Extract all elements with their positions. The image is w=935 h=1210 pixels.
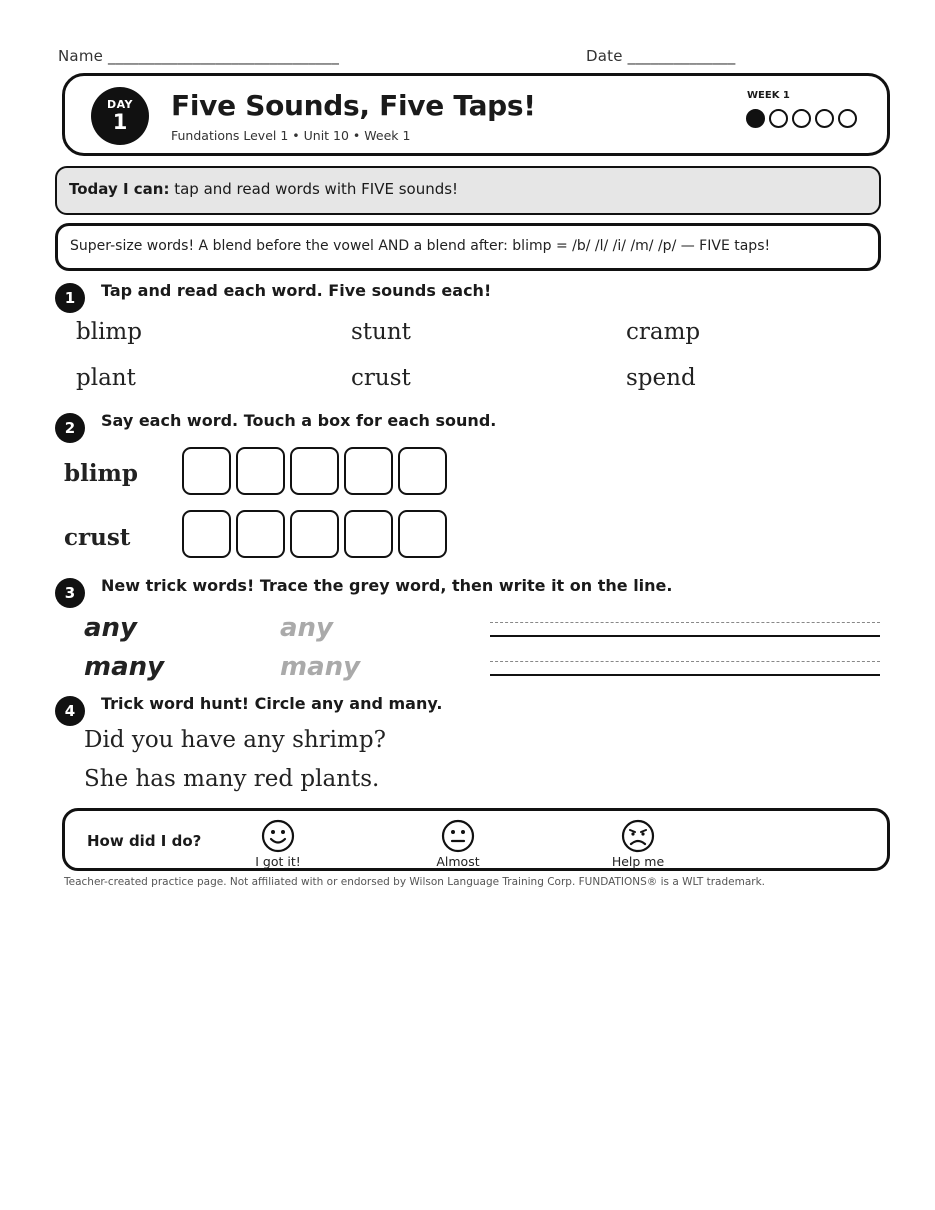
footer-note: Teacher-created practice page. Not affiliated with or endorsed by Wilson Language Training Corp. FUNDATIONS® is a WLT trademark. [64, 876, 766, 888]
week-dot [769, 109, 788, 128]
step-4-number: 4 [55, 696, 85, 726]
sound-box-row [182, 510, 447, 558]
read-word: stunt [351, 319, 411, 345]
trick-word: any [84, 613, 138, 643]
day-badge [91, 87, 149, 145]
read-word: crust [351, 365, 411, 391]
step-3-instruction: New trick words! Trace the grey word, then write it on the line. [101, 576, 673, 595]
trick-word: many [84, 652, 165, 682]
step-4-instruction: Trick word hunt! Circle any and many. [101, 694, 443, 713]
sound-box-word: crust [64, 524, 131, 551]
write-line[interactable] [490, 622, 880, 637]
week-label: WEEK 1 [747, 90, 790, 101]
self-check-label: How did I do? [87, 832, 202, 850]
goal-box [55, 166, 881, 215]
step-2-number: 2 [55, 413, 85, 443]
trace-word[interactable]: many [280, 652, 361, 682]
page-subtitle: Fundations Level 1 • Unit 10 • Week 1 [171, 128, 411, 143]
goal-prefix: Today I can: [69, 180, 170, 198]
week-dot [838, 109, 857, 128]
step-1-instruction: Tap and read each word. Five sounds each! [101, 281, 492, 300]
sound-box[interactable] [344, 510, 393, 558]
sad-face-icon[interactable] [621, 819, 655, 853]
header-box [62, 73, 890, 156]
sound-box[interactable] [182, 510, 231, 558]
self-check-option: Help me [611, 854, 665, 869]
sound-box[interactable] [236, 510, 285, 558]
hunt-sentence[interactable]: She has many red plants. [84, 766, 380, 792]
date-line[interactable]: Date ______________ [586, 47, 736, 65]
week-dot [746, 109, 765, 128]
day-label: DAY [106, 98, 134, 111]
write-line[interactable] [490, 661, 880, 676]
sound-box-word: blimp [64, 460, 138, 487]
goal-text: tap and read words with FIVE sounds! [169, 180, 459, 198]
day-number: 1 [112, 110, 128, 134]
step-3-number: 3 [55, 578, 85, 608]
happy-face-icon[interactable] [261, 819, 295, 853]
sound-box[interactable] [290, 447, 339, 495]
sound-box[interactable] [236, 447, 285, 495]
self-check-option: Almost [436, 854, 480, 869]
tip-text: Super-size words! A blend before the vowel AND a blend after: blimp = /b/ /l/ /i/ /m/ /p/ — FIVE taps! [70, 238, 771, 254]
read-word: plant [76, 365, 136, 391]
read-word: blimp [76, 319, 142, 345]
neutral-face-icon[interactable] [441, 819, 475, 853]
week-dot [815, 109, 834, 128]
sound-box[interactable] [182, 447, 231, 495]
name-line[interactable]: Name ______________________________ [58, 47, 340, 65]
sound-box-row [182, 447, 447, 495]
step-2-instruction: Say each word. Touch a box for each sound. [101, 411, 497, 430]
step-1-number: 1 [55, 283, 85, 313]
week-progress [746, 109, 857, 128]
week-dot [792, 109, 811, 128]
sound-box[interactable] [344, 447, 393, 495]
sound-box[interactable] [290, 510, 339, 558]
tip-box [55, 223, 881, 271]
trace-word[interactable]: any [280, 613, 334, 643]
self-check-box [62, 808, 890, 871]
self-check-option: I got it! [255, 854, 301, 869]
sound-box[interactable] [398, 447, 447, 495]
sound-box[interactable] [398, 510, 447, 558]
read-word: spend [626, 365, 696, 391]
read-word: cramp [626, 319, 701, 345]
page-title: Five Sounds, Five Taps! [171, 89, 536, 122]
hunt-sentence[interactable]: Did you have any shrimp? [84, 727, 386, 753]
